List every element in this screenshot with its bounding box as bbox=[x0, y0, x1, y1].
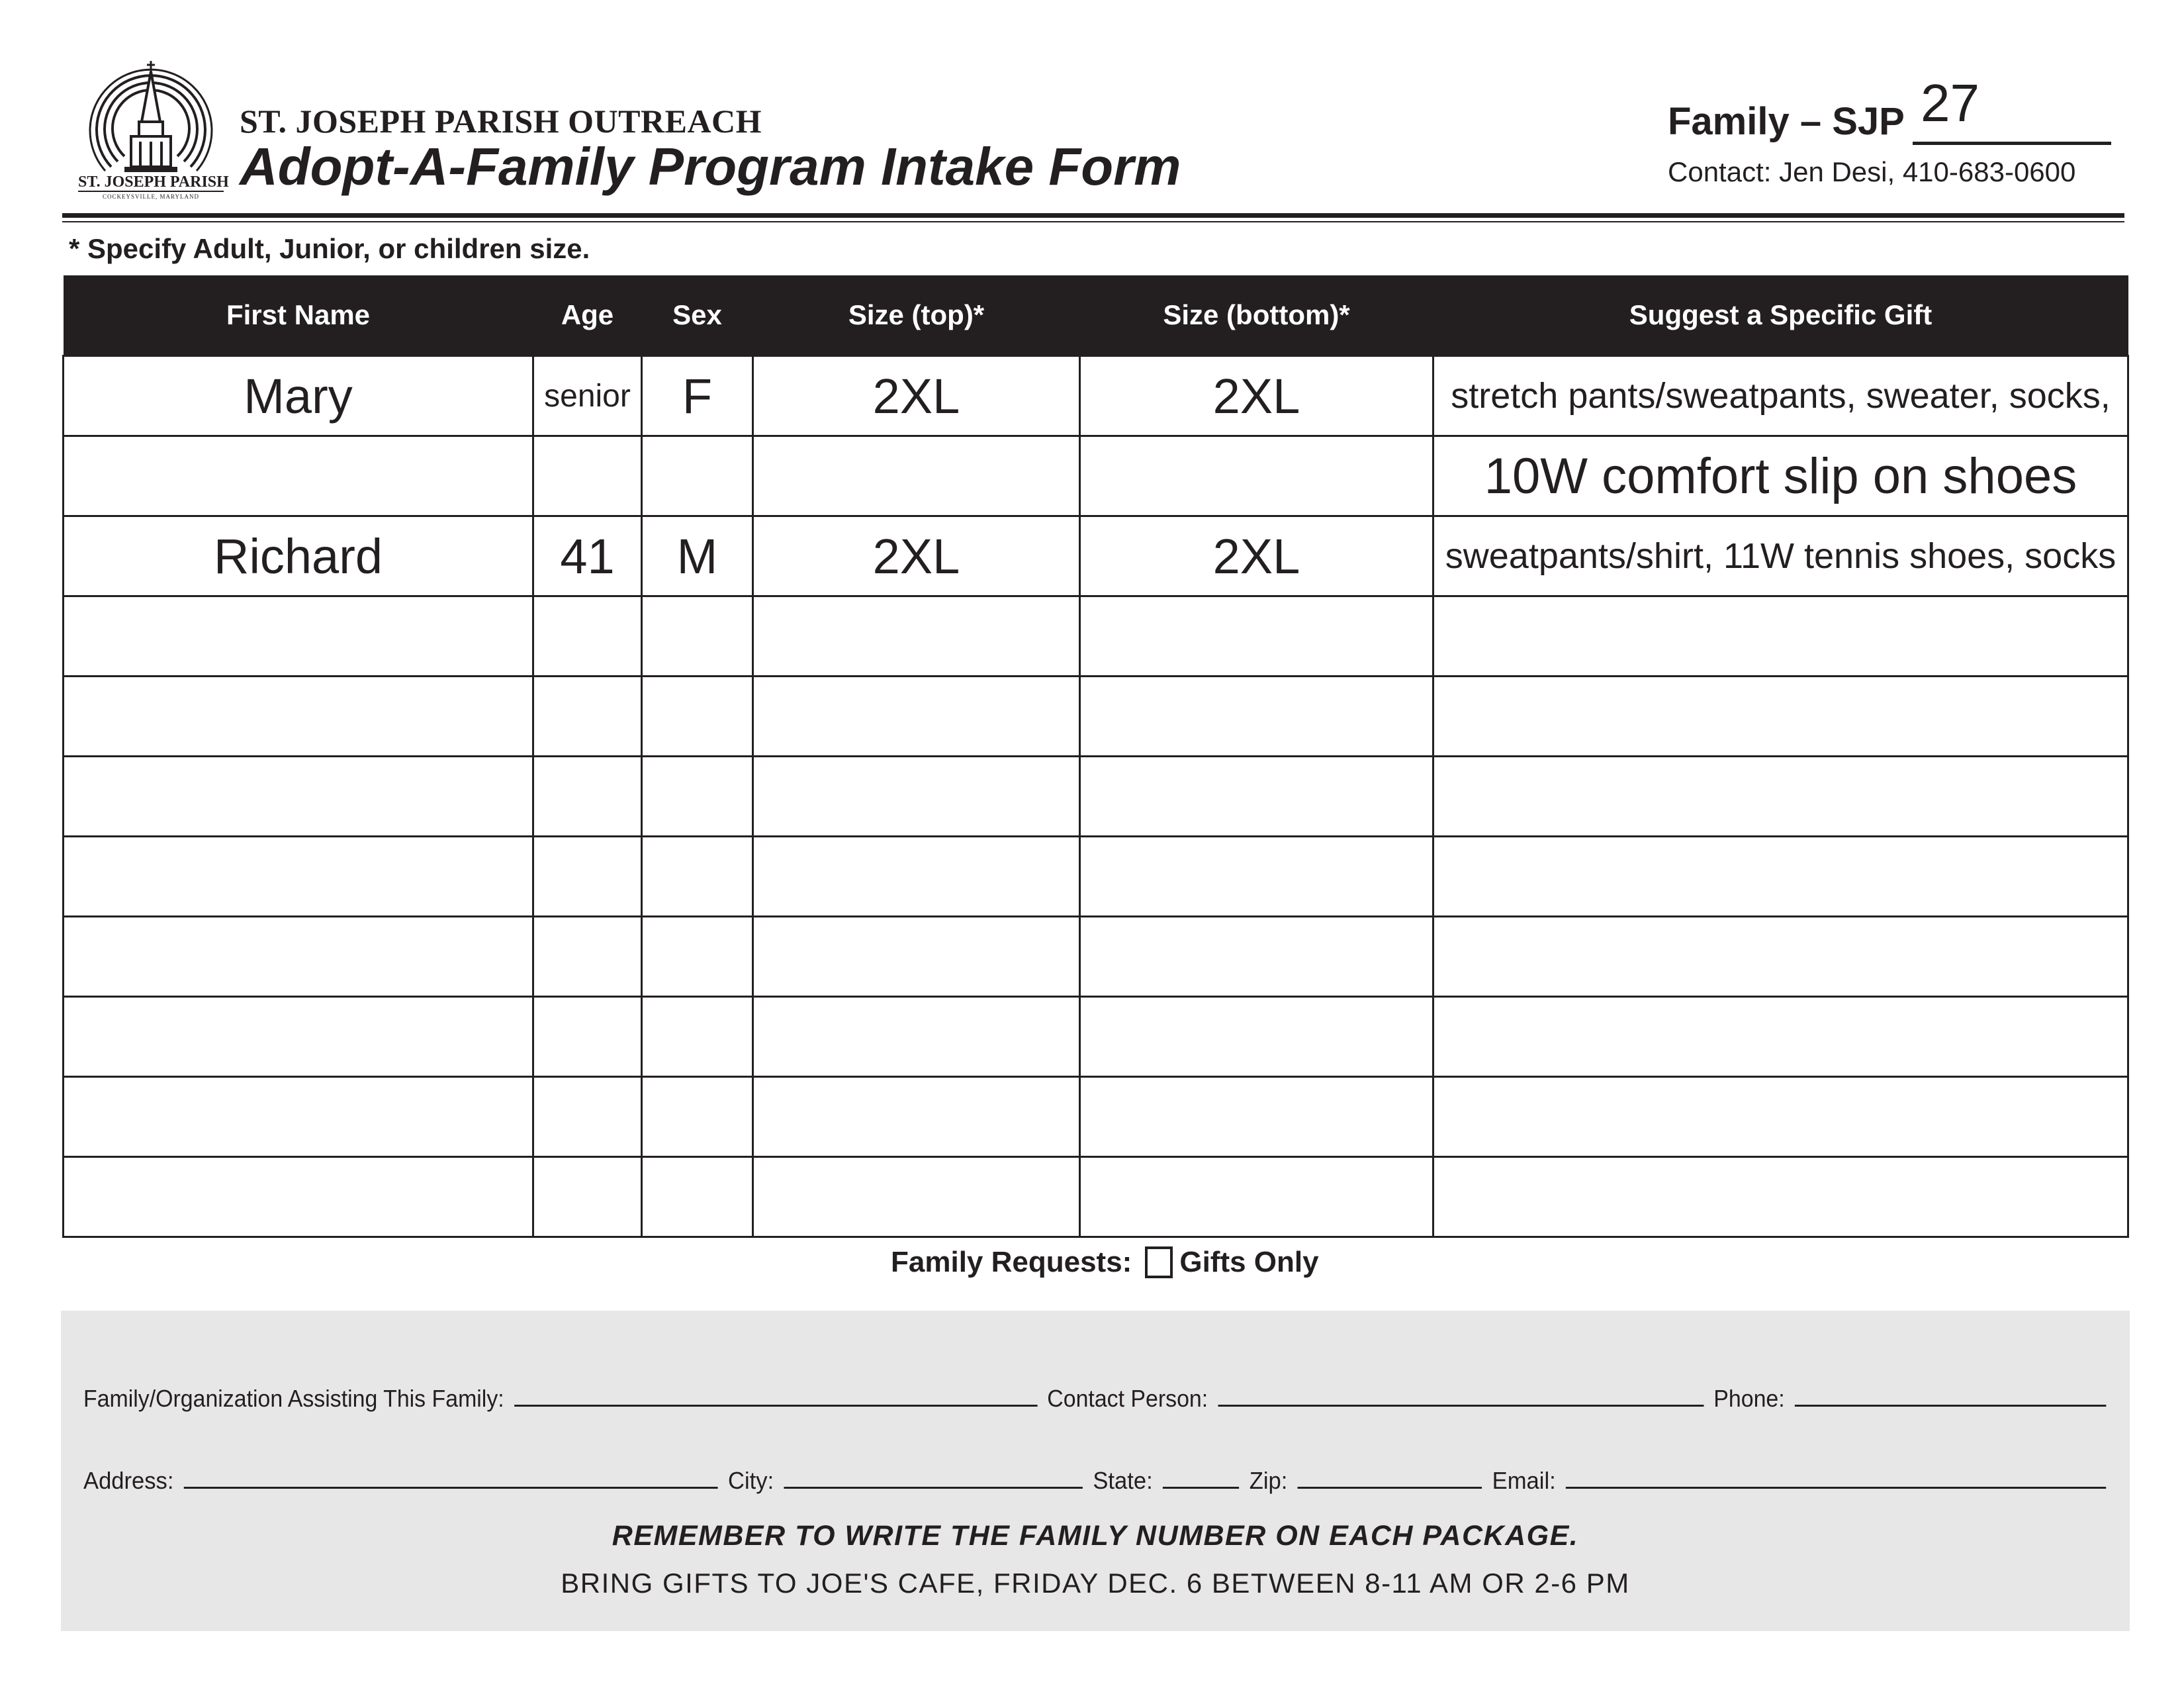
first-name-cell[interactable]: Richard bbox=[64, 516, 533, 596]
size-top-cell[interactable] bbox=[753, 837, 1080, 917]
gifts-only-checkbox[interactable] bbox=[1145, 1246, 1173, 1278]
state-field[interactable] bbox=[1163, 1467, 1239, 1489]
sex-cell[interactable] bbox=[642, 596, 753, 677]
size-top-cell[interactable] bbox=[753, 757, 1080, 837]
table-row bbox=[64, 516, 2128, 596]
size-bottom-cell[interactable] bbox=[1080, 997, 1433, 1077]
size-bottom-cell[interactable] bbox=[1080, 436, 1433, 516]
sex-cell[interactable]: M bbox=[642, 516, 753, 596]
age-cell[interactable] bbox=[533, 677, 642, 757]
remember-notice: REMEMBER TO WRITE THE FAMILY NUMBER ON EACH PACKAGE. bbox=[612, 1520, 1579, 1552]
assisting-line-1 bbox=[83, 1385, 2110, 1413]
assisting-line-2 bbox=[83, 1467, 2110, 1495]
age-cell[interactable] bbox=[533, 837, 642, 917]
sex-cell[interactable] bbox=[642, 677, 753, 757]
contact-person-label: Contact Person: bbox=[1047, 1385, 1208, 1412]
logo-text: ST. JOSEPH PARISH bbox=[78, 173, 229, 191]
table-row bbox=[64, 596, 2128, 677]
family-requests-label: Family Requests: bbox=[891, 1246, 1132, 1278]
size-top-cell[interactable] bbox=[753, 1077, 1080, 1157]
size-bottom-cell[interactable] bbox=[1080, 677, 1433, 757]
gift-cell[interactable] bbox=[1433, 596, 2128, 677]
zip-field[interactable] bbox=[1298, 1467, 1482, 1489]
first-name-cell[interactable] bbox=[64, 436, 533, 516]
size-top-cell[interactable] bbox=[753, 917, 1080, 997]
email-field[interactable] bbox=[1566, 1467, 2106, 1489]
table-row bbox=[64, 997, 2128, 1077]
form-title: Adopt-A-Family Program Intake Form bbox=[240, 137, 1181, 196]
sex-cell[interactable] bbox=[642, 917, 753, 997]
gift-cell[interactable] bbox=[1433, 677, 2128, 757]
table-header-row bbox=[64, 275, 2128, 356]
age-cell[interactable]: senior bbox=[533, 356, 642, 436]
zip-label: Zip: bbox=[1249, 1467, 1288, 1494]
size-bottom-cell[interactable] bbox=[1080, 1157, 1433, 1237]
header-age: Age bbox=[533, 275, 642, 356]
gift-cell[interactable] bbox=[1433, 1077, 2128, 1157]
parish-logo bbox=[78, 57, 229, 200]
age-cell[interactable] bbox=[533, 757, 642, 837]
size-bottom-cell[interactable] bbox=[1080, 596, 1433, 677]
first-name-cell[interactable] bbox=[64, 1157, 533, 1237]
size-bottom-cell[interactable] bbox=[1080, 1077, 1433, 1157]
family-number[interactable]: 27 bbox=[1921, 73, 1979, 132]
org-name: ST. JOSEPH PARISH OUTREACH bbox=[240, 103, 762, 140]
phone-label: Phone: bbox=[1713, 1385, 1785, 1412]
first-name-cell[interactable] bbox=[64, 997, 533, 1077]
header-size-bottom: Size (bottom)* bbox=[1080, 275, 1433, 356]
header-rule-thin bbox=[62, 221, 2124, 222]
family-number-line bbox=[1913, 142, 2111, 145]
table-row bbox=[64, 356, 2128, 436]
assisting-family-section bbox=[61, 1311, 2130, 1631]
first-name-cell[interactable] bbox=[64, 837, 533, 917]
age-cell[interactable] bbox=[533, 436, 642, 516]
table-row bbox=[64, 1077, 2128, 1157]
drop-off-notice: BRING GIFTS TO JOE'S CAFE, FRIDAY DEC. 6 BETWEEN 8-11 AM OR 2-6 PM bbox=[561, 1568, 1630, 1599]
sex-cell[interactable] bbox=[642, 436, 753, 516]
size-top-cell[interactable] bbox=[753, 596, 1080, 677]
size-bottom-cell[interactable] bbox=[1080, 757, 1433, 837]
address-field[interactable] bbox=[184, 1467, 718, 1489]
table-row bbox=[64, 677, 2128, 757]
age-cell[interactable] bbox=[533, 1077, 642, 1157]
size-bottom-cell[interactable] bbox=[1080, 837, 1433, 917]
gift-cell[interactable] bbox=[1433, 997, 2128, 1077]
age-cell[interactable] bbox=[533, 997, 642, 1077]
first-name-cell[interactable]: Mary bbox=[64, 356, 533, 436]
table-row bbox=[64, 917, 2128, 997]
sex-cell[interactable] bbox=[642, 757, 753, 837]
header-rule-thick bbox=[62, 213, 2124, 218]
gift-cell[interactable] bbox=[1433, 837, 2128, 917]
contact-person-field[interactable] bbox=[1218, 1385, 1704, 1407]
phone-field[interactable] bbox=[1795, 1385, 2106, 1407]
size-bottom-cell[interactable]: 2XL bbox=[1080, 356, 1433, 436]
first-name-cell[interactable] bbox=[64, 917, 533, 997]
table-row bbox=[64, 1157, 2128, 1237]
state-label: State: bbox=[1093, 1467, 1153, 1494]
logo-subtext: COCKEYSVILLE, MARYLAND bbox=[78, 191, 224, 200]
intake-table bbox=[62, 275, 2129, 1238]
size-top-cell[interactable]: 2XL bbox=[753, 516, 1080, 596]
gifts-only-label: Gifts Only bbox=[1179, 1246, 1319, 1278]
email-label: Email: bbox=[1492, 1467, 1556, 1494]
size-top-cell[interactable] bbox=[753, 436, 1080, 516]
family-label: Family – SJP bbox=[1668, 100, 1905, 143]
header-sex: Sex bbox=[642, 275, 753, 356]
sex-cell[interactable] bbox=[642, 1157, 753, 1237]
size-bottom-cell[interactable] bbox=[1080, 917, 1433, 997]
first-name-cell[interactable] bbox=[64, 1077, 533, 1157]
sex-cell[interactable]: F bbox=[642, 356, 753, 436]
header-gift: Suggest a Specific Gift bbox=[1433, 275, 2128, 356]
table-row bbox=[64, 837, 2128, 917]
address-label: Address: bbox=[83, 1467, 174, 1494]
gift-cell[interactable]: 10W comfort slip on shoes bbox=[1433, 436, 2128, 516]
first-name-cell[interactable] bbox=[64, 677, 533, 757]
size-note: * Specify Adult, Junior, or children size. bbox=[69, 233, 590, 264]
gift-cell[interactable] bbox=[1433, 917, 2128, 997]
header-first-name: First Name bbox=[64, 275, 533, 356]
table-row bbox=[64, 436, 2128, 516]
sex-cell[interactable] bbox=[642, 1077, 753, 1157]
age-cell[interactable] bbox=[533, 1157, 642, 1237]
sex-cell[interactable] bbox=[642, 997, 753, 1077]
size-top-cell[interactable] bbox=[753, 997, 1080, 1077]
gift-cell[interactable] bbox=[1433, 757, 2128, 837]
size-top-cell[interactable] bbox=[753, 1157, 1080, 1237]
age-cell[interactable]: 41 bbox=[533, 516, 642, 596]
gift-cell[interactable] bbox=[1433, 1157, 2128, 1237]
first-name-cell[interactable] bbox=[64, 757, 533, 837]
header-size-top: Size (top)* bbox=[753, 275, 1080, 356]
gift-cell[interactable]: stretch pants/sweatpants, sweater, socks, bbox=[1433, 356, 2128, 436]
age-cell[interactable] bbox=[533, 596, 642, 677]
size-top-cell[interactable]: 2XL bbox=[753, 356, 1080, 436]
gift-cell[interactable]: sweatpants/shirt, 11W tennis shoes, socks bbox=[1433, 516, 2128, 596]
city-label: City: bbox=[728, 1467, 774, 1494]
table-row bbox=[64, 757, 2128, 837]
size-top-cell[interactable] bbox=[753, 677, 1080, 757]
family-requests bbox=[891, 1246, 1319, 1279]
assisting-field[interactable] bbox=[514, 1385, 1037, 1407]
sex-cell[interactable] bbox=[642, 837, 753, 917]
size-bottom-cell[interactable]: 2XL bbox=[1080, 516, 1433, 596]
assisting-label: Family/Organization Assisting This Family: bbox=[83, 1385, 504, 1412]
age-cell[interactable] bbox=[533, 917, 642, 997]
contact-info: Contact: Jen Desi, 410-683-0600 bbox=[1668, 156, 2076, 187]
city-field[interactable] bbox=[784, 1467, 1083, 1489]
first-name-cell[interactable] bbox=[64, 596, 533, 677]
